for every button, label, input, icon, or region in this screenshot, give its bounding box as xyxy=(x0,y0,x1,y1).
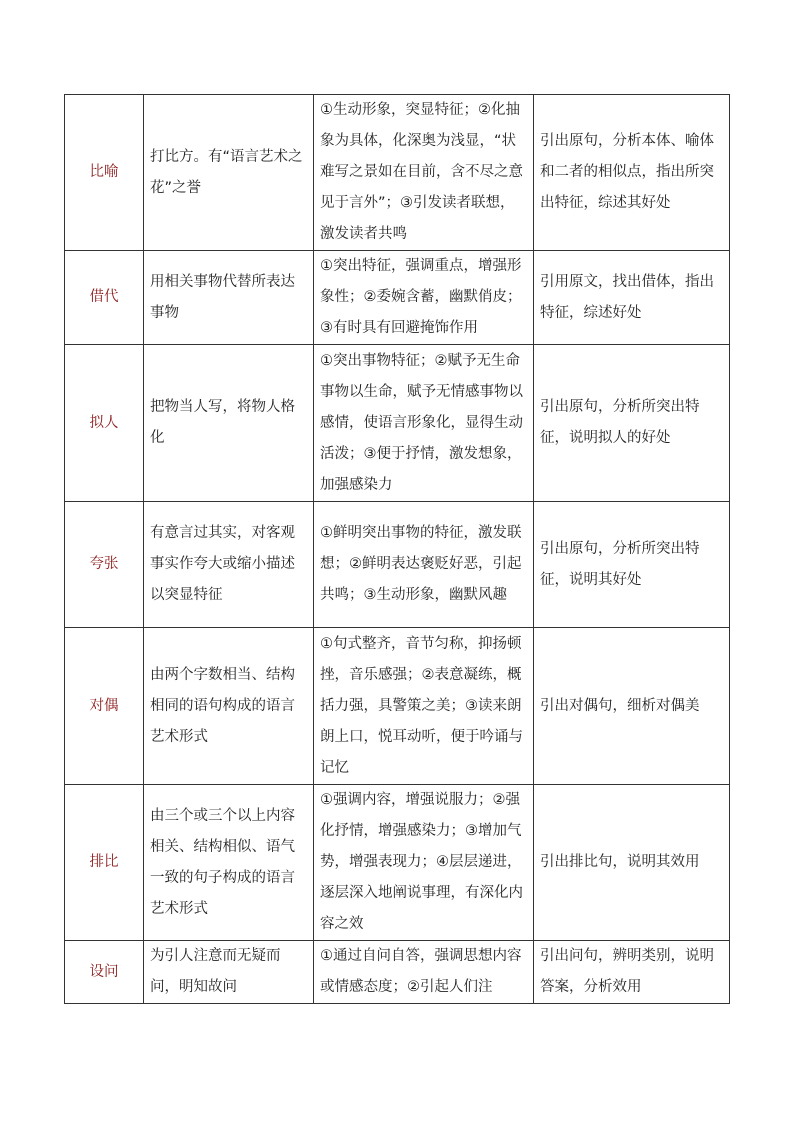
device-name: 借代 xyxy=(65,251,144,345)
answer-method: 引出原句，分析本体、喻体和二者的相似点，指出所突出特征，综述其好处 xyxy=(534,95,730,251)
device-name: 对偶 xyxy=(65,628,144,785)
device-name: 设问 xyxy=(65,941,144,1004)
device-effect: ①突出事物特征；②赋予无生命事物以生命，赋予无情感事物以感情，使语言形象化，显得生动活泼；③便于抒情，激发想象，加强感染力 xyxy=(314,345,534,502)
device-definition: 由两个字数相当、结构相同的语句构成的语言艺术形式 xyxy=(144,628,314,785)
device-definition: 把物当人写，将物人格化 xyxy=(144,345,314,502)
device-name: 夸张 xyxy=(65,502,144,628)
table-row xyxy=(65,345,730,502)
table-row xyxy=(65,941,730,1004)
device-name: 排比 xyxy=(65,785,144,941)
table-row xyxy=(65,95,730,251)
table-row xyxy=(65,251,730,345)
rhetoric-table xyxy=(64,94,730,1004)
device-effect: ①生动形象，突显特征；②化抽象为具体，化深奥为浅显，“状难写之景如在目前，含不尽之意见于言外”；③引发读者联想，激发读者共鸣 xyxy=(314,95,534,251)
device-effect: ①强调内容，增强说服力；②强化抒情，增强感染力；③增加气势，增强表现力；④层层递进，逐层深入地阐说事理，有深化内容之效 xyxy=(314,785,534,941)
device-effect: ①鲜明突出事物的特征，激发联想；②鲜明表达褒贬好恶，引起共鸣；③生动形象，幽默风趣 xyxy=(314,502,534,628)
device-effect: ①突出特征，强调重点，增强形象性；②委婉含蓄，幽默俏皮；③有时具有回避掩饰作用 xyxy=(314,251,534,345)
answer-method: 引出原句，分析所突出特征，说明拟人的好处 xyxy=(534,345,730,502)
answer-method: 引出问句，辨明类别，说明答案，分析效用 xyxy=(534,941,730,1004)
answer-method: 引出原句，分析所突出特征，说明其好处 xyxy=(534,502,730,628)
device-name: 拟人 xyxy=(65,345,144,502)
device-definition: 由三个或三个以上内容相关、结构相似、语气一致的句子构成的语言艺术形式 xyxy=(144,785,314,941)
table-row xyxy=(65,502,730,628)
device-effect: ①句式整齐，音节匀称，抑扬顿挫，音乐感强；②表意凝练，概括力强，具警策之美；③读来朗朗上口，悦耳动听，便于吟诵与记忆 xyxy=(314,628,534,785)
answer-method: 引出对偶句，细析对偶美 xyxy=(534,628,730,785)
device-definition: 用相关事物代替所表达事物 xyxy=(144,251,314,345)
table-row xyxy=(65,628,730,785)
answer-method: 引用原文，找出借体，指出特征，综述好处 xyxy=(534,251,730,345)
device-definition: 为引人注意而无疑而问，明知故问 xyxy=(144,941,314,1004)
answer-method: 引出排比句，说明其效用 xyxy=(534,785,730,941)
table-row xyxy=(65,785,730,941)
device-definition: 有意言过其实，对客观事实作夸大或缩小描述以突显特征 xyxy=(144,502,314,628)
device-definition: 打比方。有“语言艺术之花”之誉 xyxy=(144,95,314,251)
device-name: 比喻 xyxy=(65,95,144,251)
device-effect: ①通过自问自答，强调思想内容或情感态度；②引起人们注 xyxy=(314,941,534,1004)
